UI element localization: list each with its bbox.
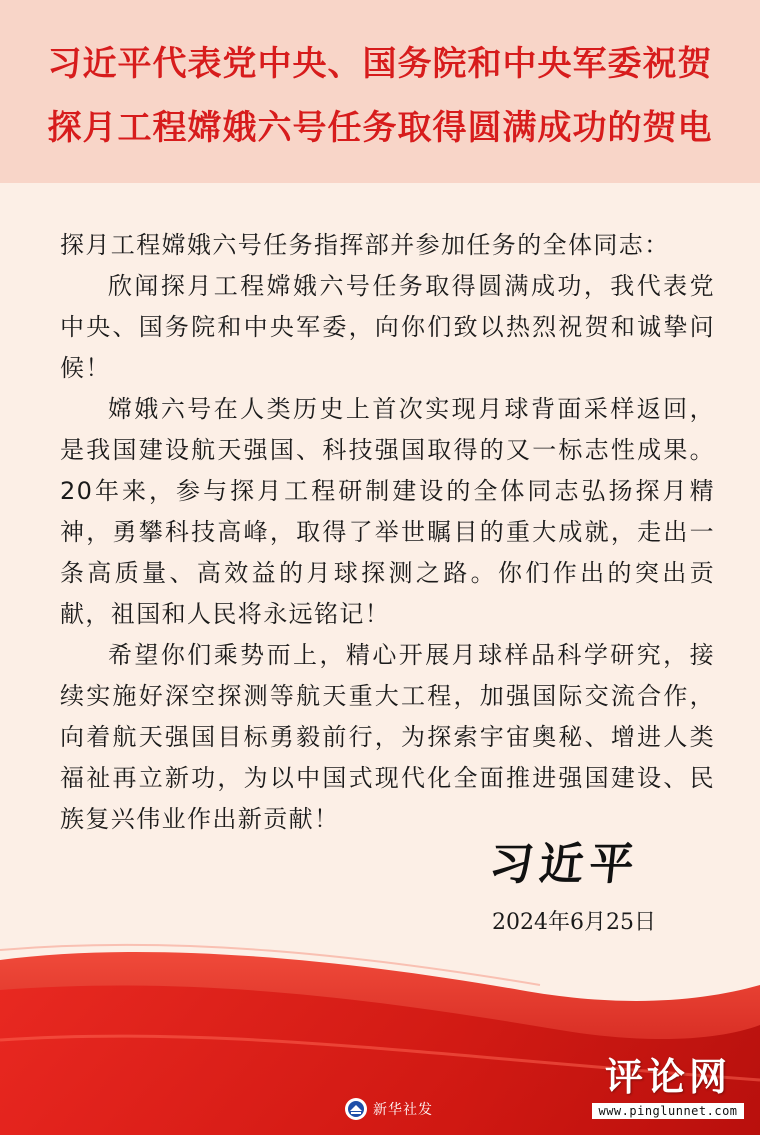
site-watermark: [580, 1054, 756, 1120]
agency-name: 新华社发: [373, 1102, 433, 1118]
watermark-title: 评论网: [604, 1054, 731, 1099]
paragraph-2: 嫦娥六号在人类历史上首次实现月球背面采样返回，是我国建设航天强国、科技强国取得的又一标志性成果。20年来，参与探月工程研制建设的全体同志弘扬探月精神，勇攀科技高峰，取得了举世瞩目的重大成就，走出一条高质量、高效益的月球探测之路。你们作出的突出贡献，祖国和人民将永远铭记！: [60, 395, 715, 628]
salutation: 探月工程嫦娥六号任务指挥部并参加任务的全体同志：: [60, 231, 670, 259]
watermark-url: www.pinglunnet.com: [592, 1103, 743, 1119]
agency-credit: [345, 1096, 433, 1122]
xinhua-logo-icon: [345, 1098, 367, 1120]
title-line-1: 习近平代表党中央、国务院和中央军委祝贺: [47, 44, 713, 84]
title-line-2: 探月工程嫦娥六号任务取得圆满成功的贺电: [47, 108, 713, 148]
title-banner: [0, 0, 760, 183]
paragraph-1: 欣闻探月工程嫦娥六号任务取得圆满成功，我代表党中央、国务院和中央军委，向你们致以热烈祝贺和诚挚问候！: [60, 272, 715, 382]
letter-date: 2024年6月25日: [492, 910, 656, 935]
signature: 习近平: [486, 839, 643, 890]
paragraph-3: 希望你们乘势而上，精心开展月球样品科学研究，接续实施好深空探测等航天重大工程，加强国际交流合作，向着航天强国目标勇毅前行，为探索宇宙奥秘、增进人类福祉再立新功，为以中国式现代化全面推进强国建设、民族复兴伟业作出新贡献！: [60, 641, 715, 833]
letter-body: [60, 225, 715, 840]
